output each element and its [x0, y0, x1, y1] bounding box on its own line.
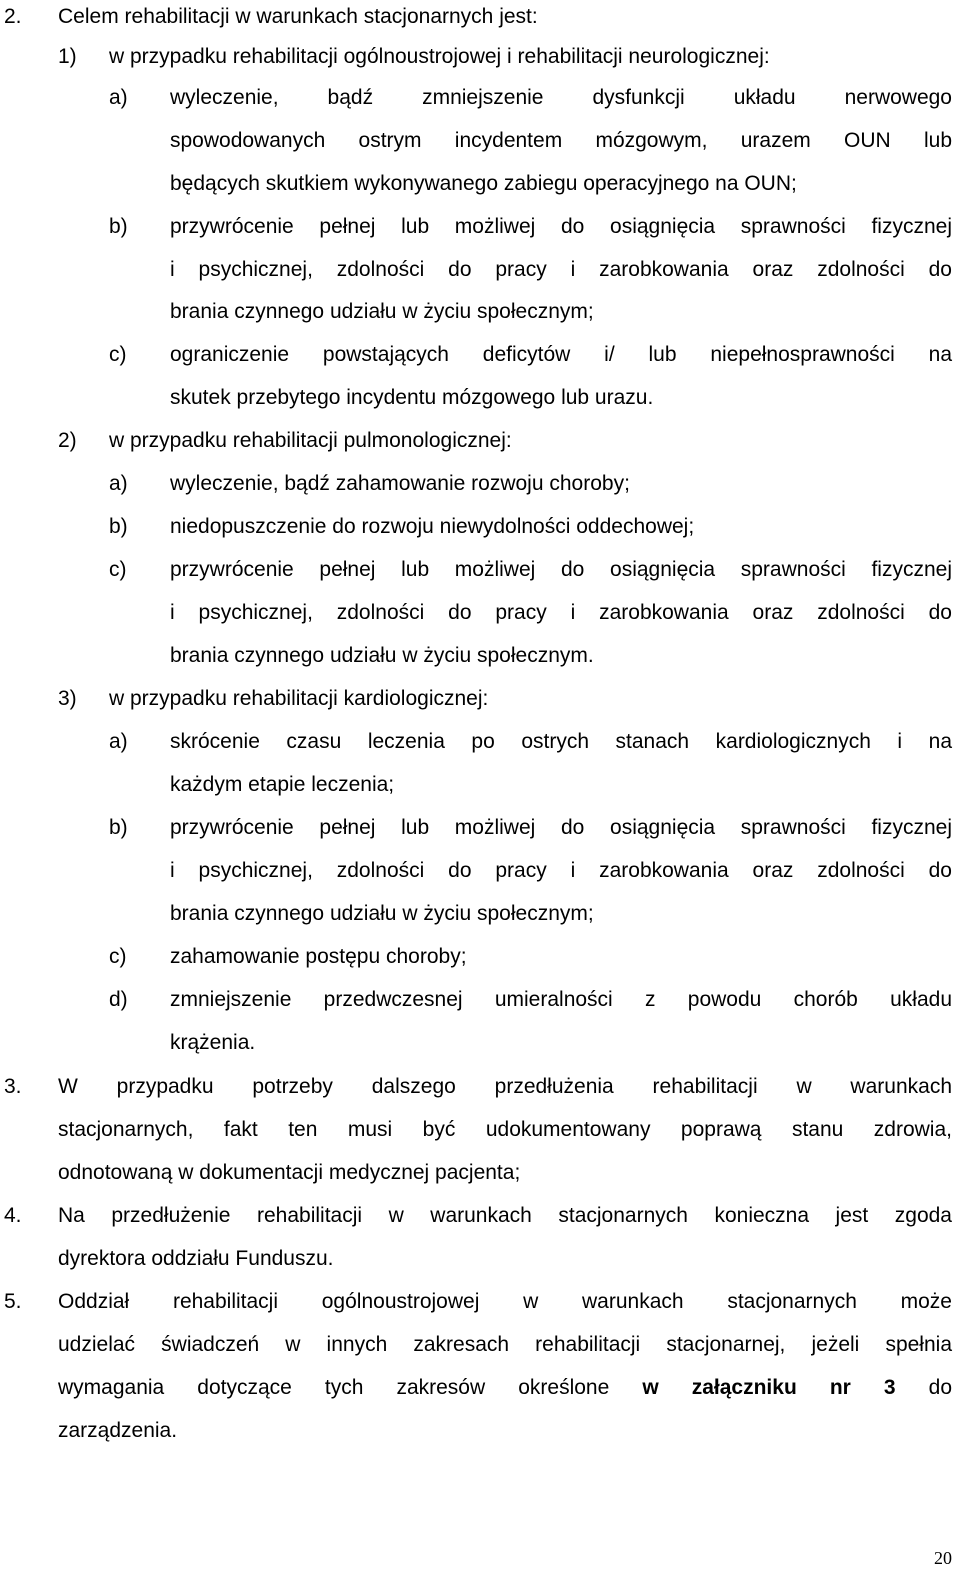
list-item-text: W przypadku potrzeby dalszego przedłużenia rehabilitacji w warunkach — [58, 1075, 952, 1098]
list-item-text: przywrócenie pełnej lub możliwej do osiągnięcia sprawności fizycznej — [170, 215, 952, 238]
list-marker: a) — [109, 472, 128, 495]
list-marker: d) — [109, 988, 128, 1011]
list-marker: c) — [109, 343, 127, 366]
list-item-text: i psychicznej, zdolności do pracy i zarobkowania oraz zdolności do — [170, 859, 952, 882]
list-marker: c) — [109, 558, 127, 581]
list-marker: 2) — [58, 429, 77, 452]
list-item-text: i psychicznej, zdolności do pracy i zarobkowania oraz zdolności do — [170, 601, 952, 624]
list-item-text: Celem rehabilitacji w warunkach stacjonarnych jest: — [58, 5, 538, 28]
list-item-text: odnotowaną w dokumentacji medycznej pacjenta; — [58, 1161, 521, 1184]
text-run: do — [895, 1376, 952, 1399]
list-marker: 1) — [58, 45, 77, 68]
list-marker: b) — [109, 816, 128, 839]
list-item-text: w przypadku rehabilitacji ogólnoustrojowej i rehabilitacji neurologicznej: — [109, 45, 770, 68]
list-item-text: w przypadku rehabilitacji pulmonologicznej: — [109, 429, 512, 452]
list-item-text: i psychicznej, zdolności do pracy i zarobkowania oraz zdolności do — [170, 258, 952, 281]
list-item-text: zarządzenia. — [58, 1419, 178, 1442]
list-item-text: Oddział rehabilitacji ogólnoustrojowej w warunkach stacjonarnych może — [58, 1290, 952, 1313]
bold-reference: w załączniku nr 3 — [642, 1376, 896, 1399]
list-marker: b) — [109, 215, 128, 238]
list-item-text: ograniczenie powstających deficytów i/ lub niepełnosprawności na — [170, 343, 952, 366]
list-item-text: każdym etapie leczenia; — [170, 773, 395, 796]
list-item-text: brania czynnego udziału w życiu społecznym. — [170, 644, 594, 667]
list-item-text: skrócenie czasu leczenia po ostrych stanach kardiologicznych i na — [170, 730, 952, 753]
list-item-text: przywrócenie pełnej lub możliwej do osiągnięcia sprawności fizycznej — [170, 816, 952, 839]
list-item-text: brania czynnego udziału w życiu społecznym; — [170, 300, 594, 323]
list-item-text: wyleczenie, bądź zmniejszenie dysfunkcji układu nerwowego — [170, 86, 952, 109]
list-item-text: skutek przebytego incydentu mózgowego lub urazu. — [170, 386, 654, 409]
list-item-text: zahamowanie postępu choroby; — [170, 945, 467, 968]
list-item-text: stacjonarnych, fakt ten musi być udokumentowany poprawą stanu zdrowia, — [58, 1118, 952, 1141]
list-item-text: będących skutkiem wykonywanego zabiegu operacyjnego na OUN; — [170, 172, 797, 195]
page-number: 20 — [934, 1548, 952, 1568]
list-item-text: dyrektora oddziału Funduszu. — [58, 1247, 334, 1270]
list-item-text: udzielać świadczeń w innych zakresach rehabilitacji stacjonarnej, jeżeli spełnia — [58, 1333, 952, 1356]
list-item-text: wyleczenie, bądź zahamowanie rozwoju choroby; — [170, 472, 630, 495]
list-item-text: brania czynnego udziału w życiu społecznym; — [170, 902, 594, 925]
list-item-text — [58, 1374, 952, 1402]
list-marker: 2. — [4, 5, 22, 28]
list-item-text: zmniejszenie przedwczesnej umieralności z powodu chorób układu — [170, 988, 952, 1011]
list-item-text: spowodowanych ostrym incydentem mózgowym, urazem OUN lub — [170, 129, 952, 152]
list-item-text: krążenia. — [170, 1031, 256, 1054]
list-marker: c) — [109, 945, 127, 968]
list-marker: 3) — [58, 687, 77, 710]
list-marker: b) — [109, 515, 128, 538]
list-marker: 5. — [4, 1290, 22, 1313]
list-item-text: przywrócenie pełnej lub możliwej do osiągnięcia sprawności fizycznej — [170, 558, 952, 581]
list-marker: a) — [109, 86, 128, 109]
list-marker: a) — [109, 730, 128, 753]
list-marker: 4. — [4, 1204, 22, 1227]
text-run: wymagania dotyczące tych zakresów określone — [58, 1376, 643, 1399]
list-item-text: Na przedłużenie rehabilitacji w warunkach stacjonarnych konieczna jest zgoda — [58, 1204, 952, 1227]
list-marker: 3. — [4, 1075, 22, 1098]
list-item-text: w przypadku rehabilitacji kardiologicznej: — [109, 687, 489, 710]
list-item-text: niedopuszczenie do rozwoju niewydolności oddechowej; — [170, 515, 695, 538]
